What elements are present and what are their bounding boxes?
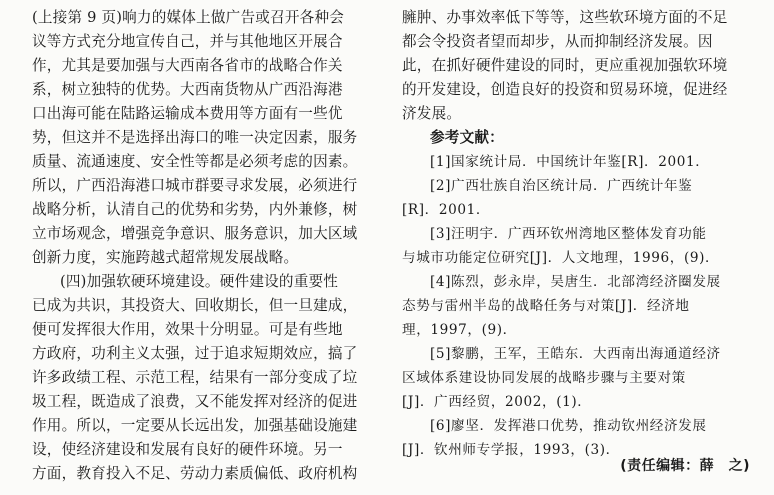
reference-continuation: 区域体系建设协同发展的战略步骤与主要对策 xyxy=(402,370,686,386)
text-line: 作，尤其是要加强与大西南各省市的战略合作关 xyxy=(32,57,343,74)
right-column xyxy=(402,6,748,462)
references-title: 参考文献： xyxy=(430,129,504,146)
left-column xyxy=(32,6,368,486)
text-line: 都会令投资者望而却步，从而抑制经济发展。因 xyxy=(402,33,713,50)
text-line: 系，树立独特的优势。大西南货物从广西沿海港 xyxy=(32,81,343,98)
text-line: 战略分析，认清自己的优势和劣势，内外兼修，树 xyxy=(32,201,358,218)
reference-continuation: [J]．广西经贸，2002，(1)． xyxy=(402,394,592,410)
text-line: 口出海可能在陆路运输成本费用等方面有一些优 xyxy=(32,105,343,122)
reference-item: [4]陈烈，彭永岸，吴唐生．北部湾经济圈发展 xyxy=(430,274,721,290)
reference-continuation: [J]．钦州师专学报，1993，(3)． xyxy=(402,442,620,458)
text-line: 设，使经济建设和发展有良好的硬件环境。另一 xyxy=(32,441,343,458)
reference-item: [6]廖坚．发挥港口优势，推动钦州经济发展 xyxy=(430,418,707,434)
text-line: 所以，广西沿海港口城市群要寻求发展，必须进行 xyxy=(32,177,358,194)
reference-item: [2]广西壮族自治区统计局．广西统计年鉴 xyxy=(430,178,693,194)
text-line: 此，在抓好硬件建设的同时，更应重视加强软环境 xyxy=(402,57,728,74)
text-line: 立市场观念，增强竞争意识、服务意识，加大区域 xyxy=(32,225,358,242)
reference-item: [1]国家统计局．中国统计年鉴[R]．2001． xyxy=(430,154,710,170)
text-line: 势，但这并不是选择出海口的唯一决定因素，服务 xyxy=(32,129,358,146)
text-line: 的开发建设，创造良好的投资和贸易环境，促进经 xyxy=(402,81,728,98)
text-line: 议等方式充分地宣传自己，并与其他地区开展合 xyxy=(32,33,343,50)
reference-continuation: 与城市功能定位研究[J]．人文地理，1996，(9)． xyxy=(402,250,720,266)
section-heading-line: (四)加强软硬环境建设。硬件建设的重要性 xyxy=(60,273,339,290)
text-line: 方政府，功利主义太强，过于追求短期效应，搞了 xyxy=(32,345,358,362)
text-line: 便可发挥很大作用，效果十分明显。可是有些地 xyxy=(32,321,343,338)
cropped-text-edge xyxy=(0,0,774,3)
text-line: 方面，教育投入不足、劳动力素质偏低、政府机构 xyxy=(32,465,358,482)
text-line: 臃肿、办事效率低下等等，这些软环境方面的不足 xyxy=(402,9,728,26)
text-line: 创新力度，实施跨越式超常规发展战略。 xyxy=(32,249,299,266)
reference-list xyxy=(402,150,748,462)
reference-item: [3]汪明宇．广西环钦州湾地区整体发育功能 xyxy=(430,226,707,242)
reference-continuation: 态势与雷州半岛的战略任务与对策[J]．经济地 xyxy=(402,298,690,314)
reference-continuation: 理，1997，(9)． xyxy=(402,322,517,338)
text-line: (上接第 9 页)响力的媒体上做广告或召开各种会 xyxy=(32,9,345,26)
text-line: 质量、流通速度、安全性等都是必须考虑的因素。 xyxy=(32,153,358,170)
text-line: 作用。所以，一定要从长远出发，加强基础设施建 xyxy=(32,417,358,434)
text-line: 许多政绩工程、示范工程，结果有一部分变成了垃 xyxy=(32,369,358,386)
editor-credit: (责任编辑：薛 之) xyxy=(620,458,750,474)
text-line: 已成为共识，其投资大、回收期长，但一旦建成， xyxy=(32,297,358,314)
reference-item: [5]黎鹏，王军，王皓东．大西南出海通道经济 xyxy=(430,346,721,362)
text-line: 济发展。 xyxy=(402,105,462,122)
reference-continuation: [R]．2001． xyxy=(402,202,491,218)
text-line: 圾工程，既造成了浪费，又不能发挥对经济的促进 xyxy=(32,393,358,410)
